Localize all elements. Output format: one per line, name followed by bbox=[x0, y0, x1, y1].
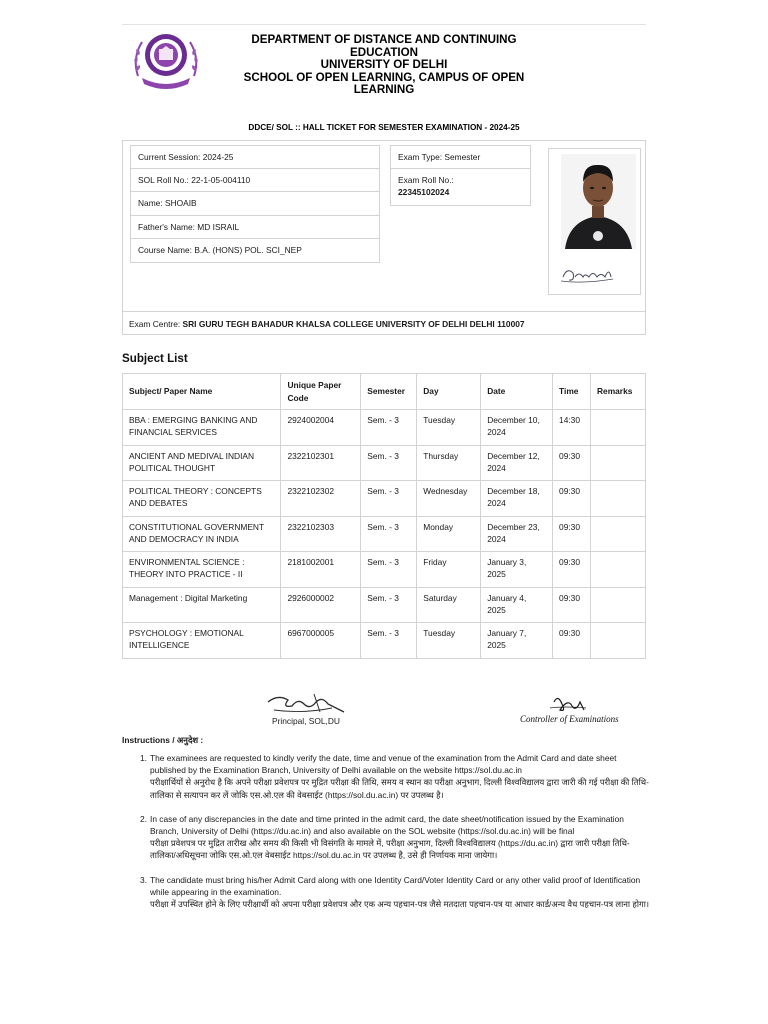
father-name: Father's Name: MD ISRAIL bbox=[130, 216, 380, 240]
subject-name: CONSTITUTIONAL GOVERNMENT AND DEMOCRACY IN INDIA bbox=[123, 516, 281, 552]
remarks bbox=[591, 445, 646, 481]
day: Tuesday bbox=[417, 410, 481, 446]
instruction-item bbox=[140, 874, 650, 911]
semester: Sem. - 3 bbox=[361, 516, 417, 552]
table-row bbox=[123, 552, 646, 588]
instructions-title: Instructions / अनुदेश : bbox=[122, 735, 204, 745]
semester: Sem. - 3 bbox=[361, 623, 417, 659]
subject-name: Management : Digital Marketing bbox=[123, 587, 281, 623]
current-session: Current Session: 2024-25 bbox=[130, 145, 380, 169]
day: Friday bbox=[417, 552, 481, 588]
header-line-2: EDUCATION bbox=[349, 45, 419, 59]
remarks bbox=[591, 410, 646, 446]
subject-name: ANCIENT AND MEDIVAL INDIAN POLITICAL THOUGHT bbox=[123, 445, 281, 481]
paper-code: 2924002004 bbox=[281, 410, 361, 446]
instruction-english: The examinees are requested to kindly verify the date, time and venue of the examination from the Admit Card and date sheet published by the Examination Branch, University of Delhi available on the website https://sol.du.ac.in bbox=[150, 753, 617, 776]
remarks bbox=[591, 587, 646, 623]
paper-code: 6967000005 bbox=[281, 623, 361, 659]
subject-table bbox=[122, 373, 646, 659]
day: Saturday bbox=[417, 587, 481, 623]
institution-header bbox=[226, 34, 542, 97]
header-time: Time bbox=[553, 374, 591, 410]
header-subject: Subject/ Paper Name bbox=[123, 374, 281, 410]
candidate-info-box bbox=[122, 140, 646, 335]
course-name: Course Name: B.A. (HONS) POL. SCI_NEP bbox=[130, 239, 380, 263]
semester: Sem. - 3 bbox=[361, 410, 417, 446]
subject-list-title: Subject List bbox=[122, 352, 188, 365]
instructions-list bbox=[140, 752, 650, 922]
time: 09:30 bbox=[553, 481, 591, 517]
exam-roll-block bbox=[390, 169, 531, 206]
controller-label: Controller of Examinations bbox=[520, 714, 619, 724]
day: Thursday bbox=[417, 445, 481, 481]
day: Tuesday bbox=[417, 623, 481, 659]
exam-type: Exam Type: Semester bbox=[390, 145, 531, 169]
candidate-photo bbox=[561, 154, 636, 249]
sol-roll-number: SOL Roll No.: 22-1-05-004110 bbox=[130, 169, 380, 193]
time: 14:30 bbox=[553, 410, 591, 446]
paper-code: 2926000002 bbox=[281, 587, 361, 623]
instruction-hindi: परीक्षा में उपस्थित होने के लिए परीक्षार्थी को अपना परीक्षा प्रवेशपत्र और एक अन्य पहचान-पत्र जैसे मतदाता पहचान-पत्र या आधार कार्ड/अन्य वैध पहचान-पत्र लाना होगा। bbox=[150, 899, 650, 910]
paper-code: 2181002001 bbox=[281, 552, 361, 588]
paper-code: 2322102301 bbox=[281, 445, 361, 481]
instruction-english: In case of any discrepancies in the date and time printed in the admit card, the date sheet/notification issued by the Examination Branch, University of Delhi (https://du.ac.in) and also available on the SOL website (https://sol.du.ac.in) will be final bbox=[150, 813, 624, 837]
date: December 12, 2024 bbox=[481, 445, 553, 481]
date: January 3, 2025 bbox=[481, 552, 553, 588]
instruction-number: 3. bbox=[140, 874, 147, 885]
header-line-3: UNIVERSITY OF DELHI bbox=[320, 58, 448, 72]
time: 09:30 bbox=[553, 552, 591, 588]
university-logo-icon bbox=[128, 28, 204, 90]
table-row bbox=[123, 516, 646, 552]
remarks bbox=[591, 623, 646, 659]
candidate-signature bbox=[553, 253, 637, 291]
paper-code: 2322102303 bbox=[281, 516, 361, 552]
date: December 18, 2024 bbox=[481, 481, 553, 517]
time: 09:30 bbox=[553, 445, 591, 481]
date: January 4, 2025 bbox=[481, 587, 553, 623]
subject-name: ENVIRONMENTAL SCIENCE : THEORY INTO PRACTICE - II bbox=[123, 552, 281, 588]
instruction-item bbox=[140, 752, 650, 801]
semester: Sem. - 3 bbox=[361, 587, 417, 623]
exam-centre-label: Exam Centre: bbox=[129, 318, 181, 329]
instruction-item bbox=[140, 813, 650, 862]
remarks bbox=[591, 552, 646, 588]
header-date: Date bbox=[481, 374, 553, 410]
controller-signature bbox=[514, 692, 634, 726]
photo-frame bbox=[548, 148, 641, 295]
time: 09:30 bbox=[553, 587, 591, 623]
header-line-4: SCHOOL OF OPEN LEARNING, CAMPUS OF OPEN bbox=[243, 70, 525, 84]
instruction-number: 1. bbox=[140, 753, 147, 763]
subject-name: PSYCHOLOGY : EMOTIONAL INTELLIGENCE bbox=[123, 623, 281, 659]
header-remarks: Remarks bbox=[591, 374, 646, 410]
hall-ticket-title: DDCE/ SOL :: HALL TICKET FOR SEMESTER EXAMINATION - 2024-25 bbox=[248, 123, 520, 132]
instruction-hindi: परीक्षार्थियों से अनुरोध है कि अपने परीक्षा प्रवेशपत्र पर मुद्रित परीक्षा की तिथि, समय व स्थान का परीक्षा अनुभाग, दिल्ली विश्वविद्यालय द्वारा जारी की गई परीक्षा की तिथि-तालिका से सत्यापन कर लें जोकि एस.ओ.एल की वेबसाईट (https://sol.du.ac.in) पर उपलब्ध है। bbox=[150, 777, 649, 800]
semester: Sem. - 3 bbox=[361, 445, 417, 481]
instruction-english: The candidate must bring his/her Admit Card along with one Identity Card/Voter Identity Card or any other valid proof of Identification while appearing in the examination. bbox=[150, 874, 641, 897]
table-header-row bbox=[123, 374, 646, 410]
day: Monday bbox=[417, 516, 481, 552]
remarks bbox=[591, 481, 646, 517]
top-divider bbox=[122, 24, 646, 25]
header-line-1: DEPARTMENT OF DISTANCE AND CONTINUING bbox=[251, 33, 517, 46]
remarks bbox=[591, 516, 646, 552]
time: 09:30 bbox=[553, 623, 591, 659]
exam-details bbox=[390, 145, 531, 206]
semester: Sem. - 3 bbox=[361, 552, 417, 588]
time: 09:30 bbox=[553, 516, 591, 552]
principal-label: Principal, SOL,DU bbox=[272, 716, 340, 726]
header-paper-code: Unique Paper Code bbox=[281, 374, 361, 410]
subject-name: POLITICAL THEORY : CONCEPTS AND DEBATES bbox=[123, 481, 281, 517]
table-row bbox=[123, 481, 646, 517]
table-row bbox=[123, 587, 646, 623]
candidate-details bbox=[130, 145, 380, 263]
date: December 23, 2024 bbox=[481, 516, 553, 552]
date: January 7, 2025 bbox=[481, 623, 553, 659]
subject-name: BBA : EMERGING BANKING AND FINANCIAL SERVICES bbox=[123, 410, 281, 446]
paper-code: 2322102302 bbox=[281, 481, 361, 517]
date: December 10, 2024 bbox=[481, 410, 553, 446]
table-row bbox=[123, 410, 646, 446]
header-line-5: LEARNING bbox=[353, 83, 415, 97]
table-row bbox=[123, 445, 646, 481]
instruction-hindi: परीक्षा प्रवेशपत्र पर मुद्रित तारीख और समय की किसी भी विसंगति के मामले में, परीक्षा अनुभाग, दिल्ली विश्वविद्यालय (https://du.ac.in) द्वारा जारी परीक्षा तिथि-तालिका/अधिसूचना जोकि एस.ओ.एल वेबसाईट https://sol.du.ac.in पर उपलब्ध है, उसे ही निर्णायक माना जायेगा। bbox=[150, 838, 630, 861]
candidate-name: Name: SHOAIB bbox=[130, 192, 380, 216]
exam-roll-label: Exam Roll No.: bbox=[398, 175, 454, 185]
header-semester: Semester bbox=[361, 374, 417, 410]
exam-roll-value: 22345102024 bbox=[398, 187, 450, 197]
semester: Sem. - 3 bbox=[361, 481, 417, 517]
table-row bbox=[123, 623, 646, 659]
header-day: Day bbox=[417, 374, 481, 410]
instruction-number: 2. bbox=[140, 813, 147, 824]
exam-centre-value: SRI GURU TEGH BAHADUR KHALSA COLLEGE UNIVERSITY OF DELHI DELHI 110007 bbox=[182, 318, 525, 329]
day: Wednesday bbox=[417, 481, 481, 517]
exam-centre bbox=[123, 311, 645, 335]
